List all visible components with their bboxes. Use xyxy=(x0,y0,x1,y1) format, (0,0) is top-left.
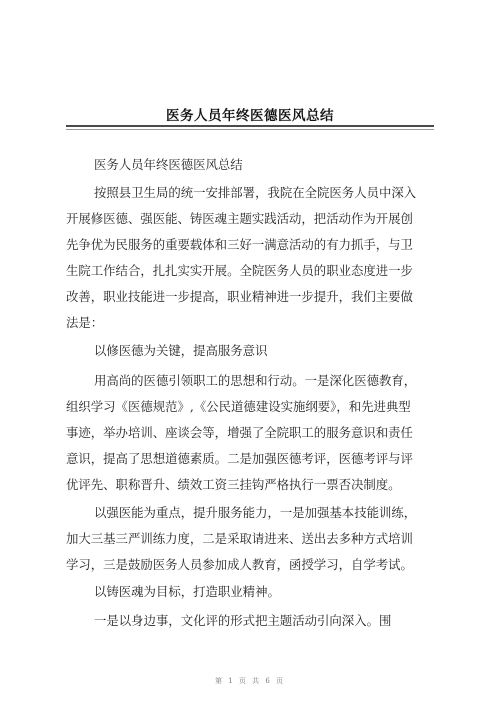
paragraph-line: 改善，职业技能进一步提高，职业精神进一步提升，我们主要做 xyxy=(66,289,413,304)
paragraph-line: 按照县卫生局的统一安排部署，我院在全院医务人员中深入 xyxy=(94,185,417,200)
page-number-footer: 第 1 页 共 6 页 xyxy=(214,677,286,685)
section-heading: 以修医德为关键，提高服务意识 xyxy=(94,343,268,358)
paragraph-line: 先争优为民服务的重要载体和三好一满意活动的有力抓手，与卫 xyxy=(66,237,413,252)
section-heading: 以铸医魂为目标，打造职业精神。 xyxy=(94,584,280,599)
subtitle-line: 医务人员年终医德医风总结 xyxy=(94,157,243,172)
paragraph-line: 法是： xyxy=(66,315,104,330)
paragraph-line: 事迹，举办培训、座谈会等，增强了全院职工的服务意识和责任 xyxy=(66,425,413,440)
paragraph-line: 学习，三是鼓励医务人员参加成人教育，函授学习，自学考试。 xyxy=(66,557,413,572)
paragraph-line: 组织学习《医德规范》,《公民道德建设实施纲要》，和先进典型 xyxy=(66,399,411,414)
paragraph-line: 以强医能为重点，提升服务能力，一是加强基本技能训练， xyxy=(94,505,417,520)
paragraph-line: 生院工作结合，扎扎实实开展。全院医务人员的职业态度进一步 xyxy=(66,263,413,278)
paragraph-line: 优评先、职称晋升、绩效工资三挂钩严格执行一票否决制度。 xyxy=(66,477,401,492)
paragraph-line: 一是以身边事，文化评的形式把主题活动引向深入。围 xyxy=(94,613,392,628)
title-divider xyxy=(66,125,434,127)
paragraph-line: 意识，提高了思想道德素质。二是加强医德考评，医德考评与评 xyxy=(66,451,413,466)
paragraph-line: 开展修医德、强医能、铸医魂主题实践活动，把活动作为开展创 xyxy=(66,211,413,226)
document-title: 医务人员年终医德医风总结 xyxy=(166,108,334,124)
paragraph-line: 用高尚的医德引领职工的思想和行动。一是深化医德教育， xyxy=(94,373,417,388)
title-divider-thin xyxy=(66,129,434,130)
paragraph-line: 加大三基三严训练力度，二是采取请进来、送出去多种方式培训 xyxy=(66,531,413,546)
